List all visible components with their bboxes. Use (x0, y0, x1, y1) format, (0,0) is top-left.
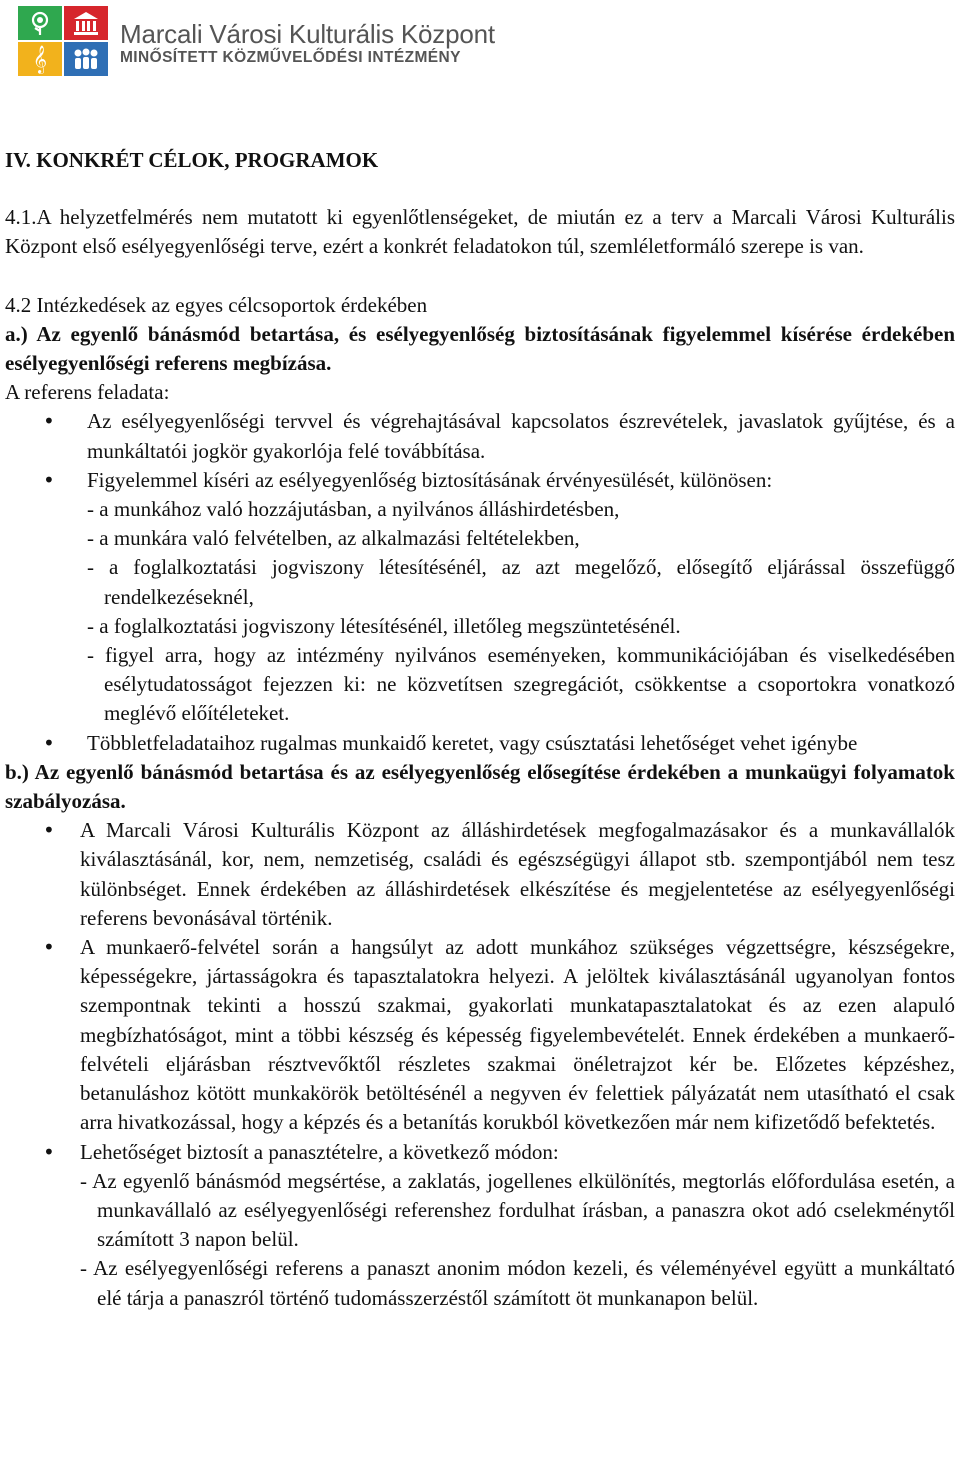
list-item-text: A munkaerő-felvétel során a hangsúlyt az adott munkához szükséges végzettségre, készségekre, képességekre, jártasságokra és tapasztalatokra helyezi. A jelöltek kiválasztásánál ugyanolyan fontos szempontnak tekinti a hosszú szakmai, gyakorlati munkatapasztalatokat és az ezen alapuló megbízhatóságot, mint a többi készség és képesség figyelembevételét. Ennek érdekében a munkaerő-felvételi eljárásban résztvevőktől részletes szakmai önéletrajzot kér be. Előzetes képzéshez, betanuláshoz kötött munkakörök betöltésénél a negyven év felettiek pályázatát nem utasítható el csak arra hivatkozással, hogy a képzés és a betanítás korukból következően már nem kifizetődő befektetés. (80, 935, 955, 1135)
header (18, 6, 495, 78)
document-body (5, 146, 955, 1313)
sub-heading-4-2: 4.2 Intézkedések az egyes célcsoportok érdekében (5, 292, 428, 317)
list-item-text: Lehetőséget biztosít a panasztételre, a következő módon: (80, 1139, 559, 1164)
list-item (5, 933, 955, 1137)
people-icon (64, 42, 108, 76)
building-icon (64, 6, 108, 40)
org-subtitle: MINŐSÍTETT KÖZMŰVELŐDÉSI INTÉZMÉNY (120, 49, 461, 66)
list-item-text: Többletfeladataihoz rugalmas munkaidő keretet, vagy csúsztatási lehetőséget vehet igénybe (87, 730, 858, 755)
logo-text (120, 6, 495, 68)
section-title: IV. KONKRÉT CÉLOK, PROGRAMOK (5, 148, 379, 172)
dash-item: - figyel arra, hogy az intézmény nyilvános eseményeken, kommunikációjában és viselkedésében esélytudatosságot fejezzen ki: ne közvetítsen szegregációt, csökkentse a csoportokra vonatkozó meglévő előítéleteket. (87, 643, 955, 726)
list-item (5, 407, 955, 465)
dash-item: - a munkához való hozzájutásban, a nyilvános álláshirdetésben, (87, 497, 620, 522)
heading-a: a.) Az egyenlő bánásmód betartása, és esélyegyenlőség biztosításának figyelemmel kísérése érdekében esélyegyenlőségi referens megbízása. (5, 321, 955, 376)
heading-b: b.) Az egyenlő bánásmód betartása és az esélyegyenlőség elősegítése érdekében a munkaügyi folyamatok szabályozása. (5, 759, 955, 814)
dash-item: - Az esélyegyenlőségi referens a panaszt anonim módon kezeli, és véleményével együtt a munkáltató elé tárja a panaszról történő tudomásszerzéstől számított öt munkanapon belül. (80, 1256, 955, 1310)
rose-icon (18, 6, 62, 40)
dash-item: - a foglalkoztatási jogviszony létesítésénél, az azt megelőző, elősegítő eljárással összefüggő rendelkezéseknél, (87, 555, 955, 609)
list-item-text: A Marcali Városi Kulturális Központ az álláshirdetések megfogalmazásakor és a munkavállalók kiválasztásánál, kor, nem, nemzetiség, családi és egészségügyi állapot stb. szempontjából nem tesz különbséget. Ennek érdekében az álláshirdetések elkészítése és megjelentetése az esélyegyenlőségi referens bevonásával történik. (80, 818, 955, 930)
list-item-text: Az esélyegyenlőségi tervvel és végrehajtásával kapcsolatos észrevételek, javaslatok gyűjtése, és a munkáltatói jogkör gyakorlója felé továbbítása. (87, 409, 955, 463)
list-item (5, 466, 955, 729)
org-name: Marcali Városi Kulturális Központ (120, 19, 495, 49)
referens-label: A referens feladata: (5, 380, 170, 405)
dash-item: - Az egyenlő bánásmód megsértése, a zaklatás, jogellenes elkülönítés, megtorlás előfordulása esetén, a munkavállaló az esélyegyenlőségi referenshez fordulhat írásban, a panaszra okot adó cselekménytől számított 3 napon belül. (80, 1168, 955, 1252)
list-item (5, 729, 955, 758)
treble-clef-icon: 𝄞 (18, 42, 62, 76)
list-item (5, 816, 955, 933)
list-item-text: Figyelemmel kíséri az esélyegyenlőség biztosításának érvényesülését, különösen: (87, 467, 773, 492)
paragraph-4-1: 4.1.A helyzetfelmérés nem mutatott ki egyenlőtlenségeket, de miután ez a terv a Marcali Városi Kulturális Központ első esélyegyenlőségi terve, ezért a konkrét feladatokon túl, szemléletformáló szerepe is van. (5, 205, 955, 259)
a-bullet-list (5, 407, 955, 757)
logo-mark (18, 6, 108, 76)
dash-item: - a foglalkoztatási jogviszony létesítésénél, illetőleg megszüntetésénél. (87, 613, 681, 638)
dash-item: - a munkára való felvételben, az alkalmazási feltételekben, (87, 526, 580, 551)
list-item (5, 1138, 955, 1313)
b-bullet-list (5, 816, 955, 1312)
